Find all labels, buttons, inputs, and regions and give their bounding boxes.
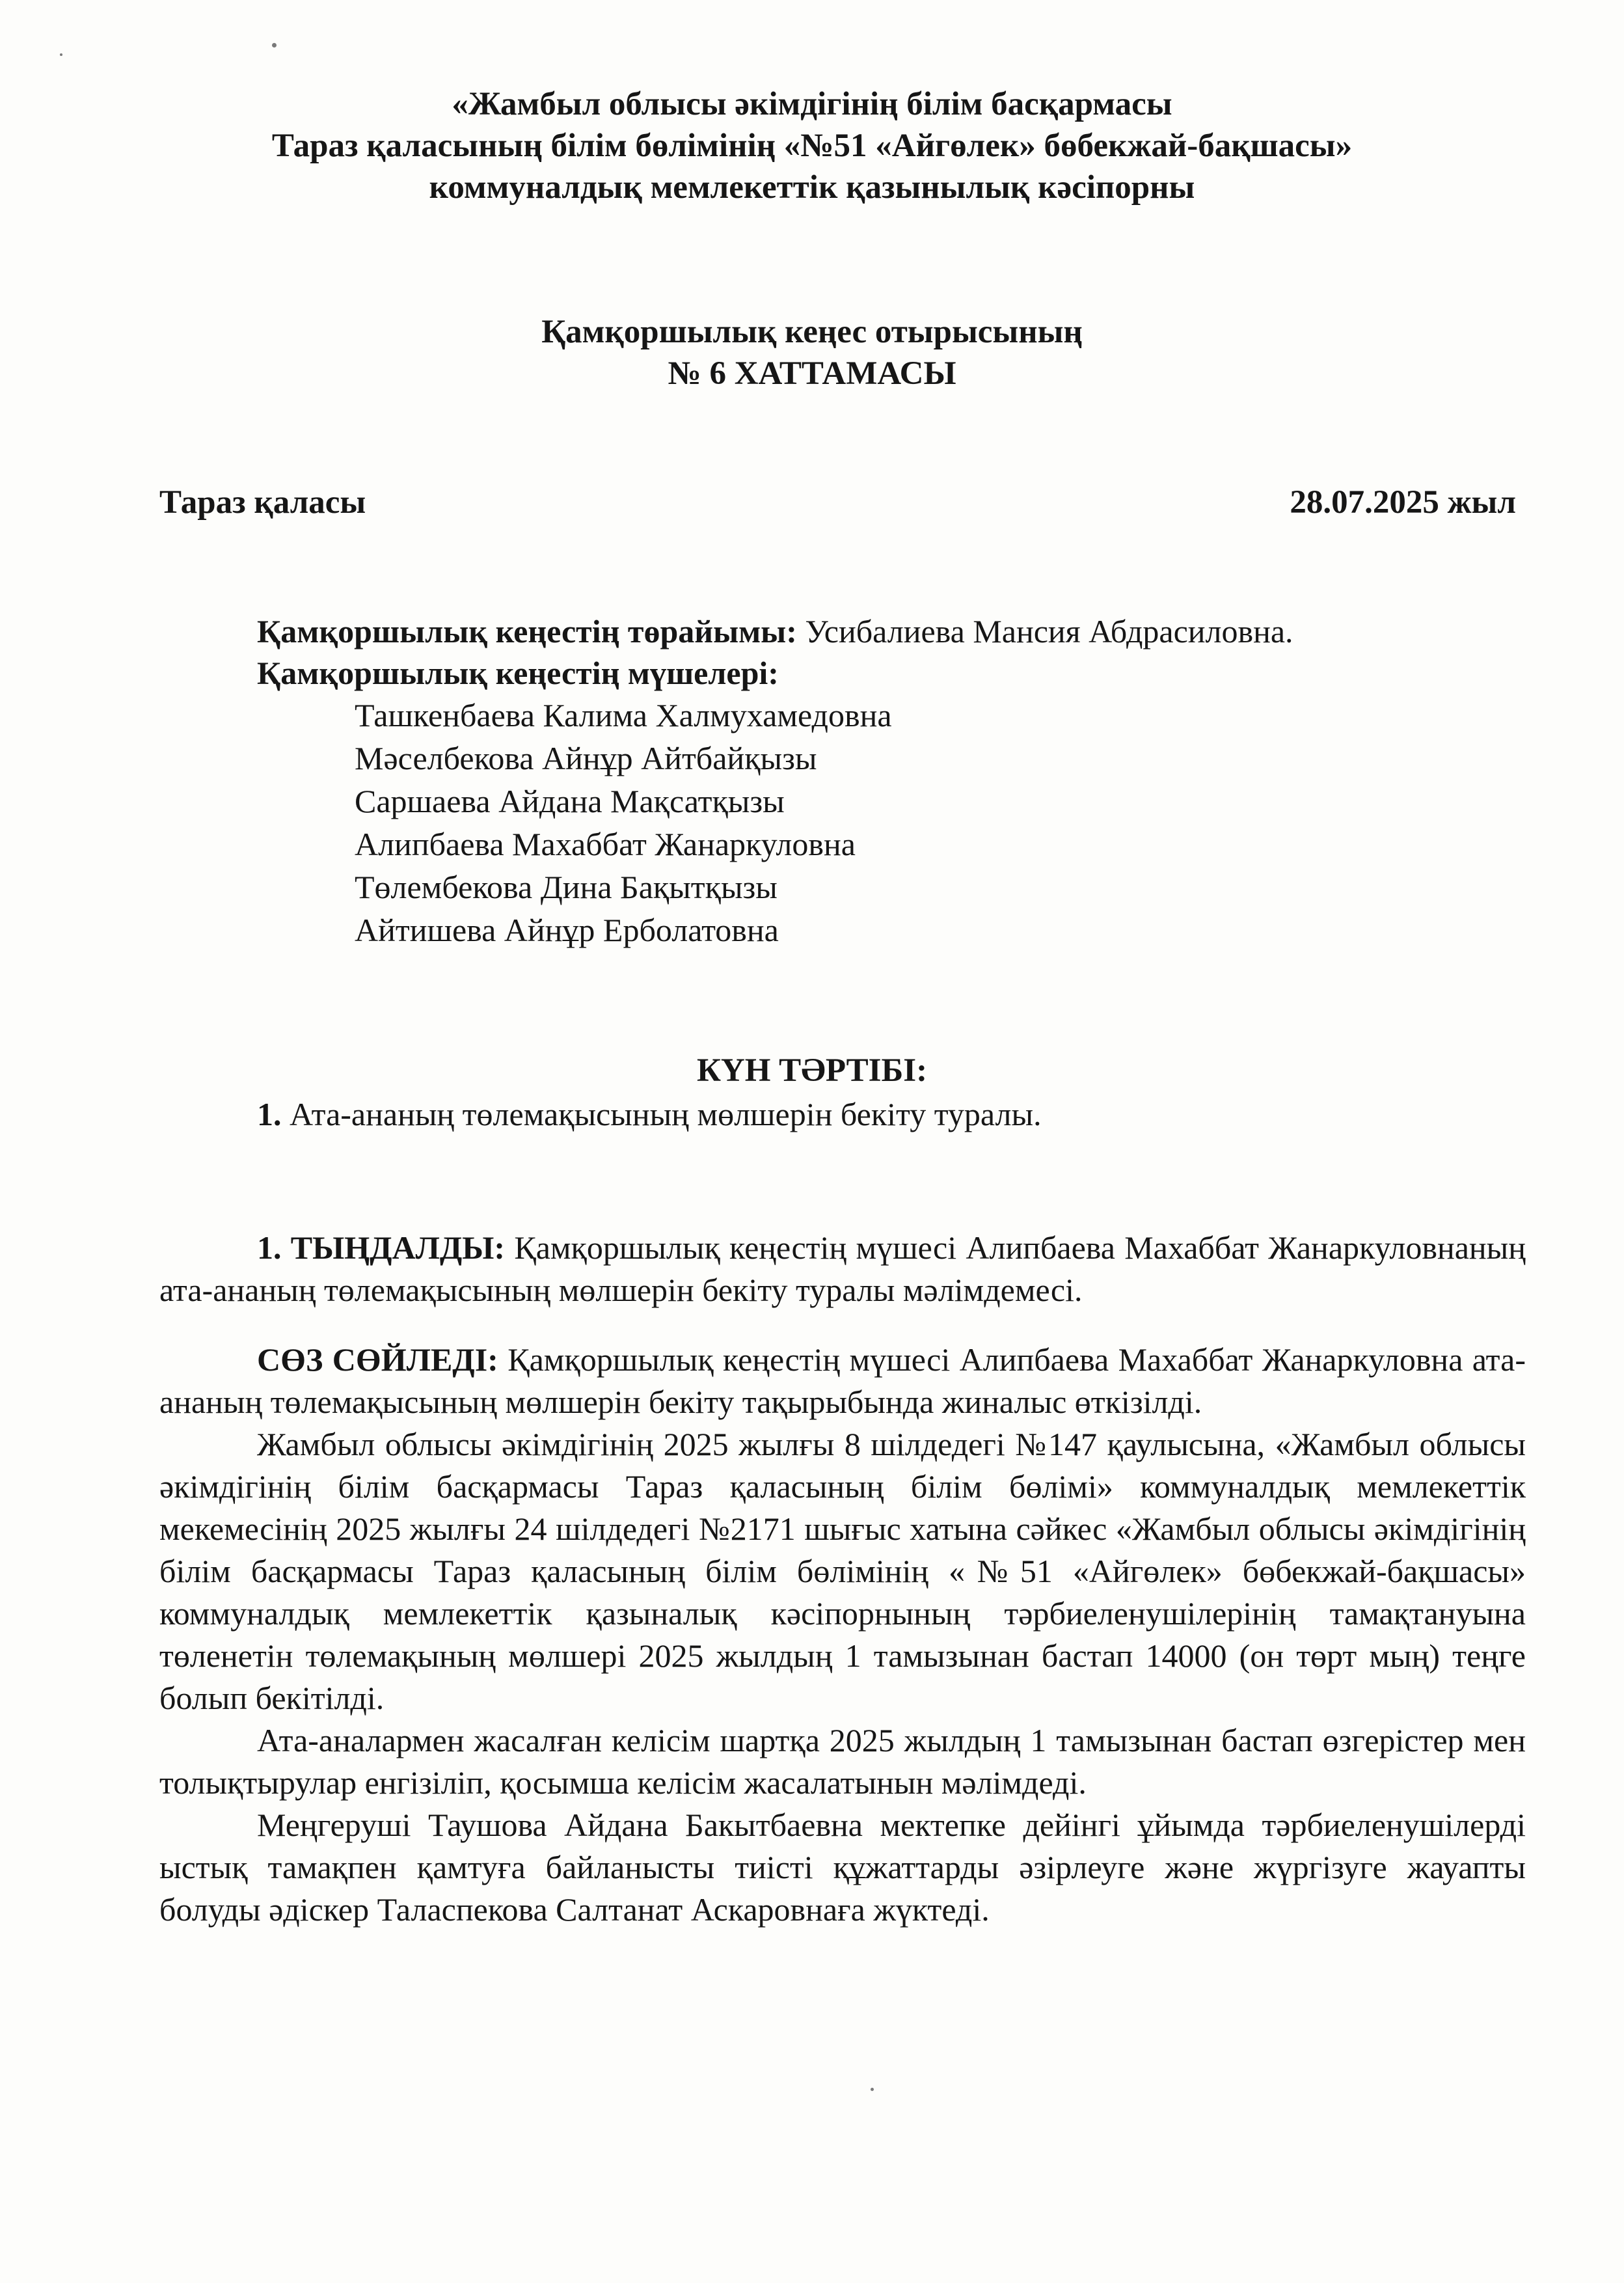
member-item: Төлембекова Дина Бақытқызы — [355, 869, 778, 905]
listened-text: Қамқоршылық кеңестің мүшесі Алипбаева Махаббат Жанаркуловнаның ата-ананың төлемақысының мөлшерін бекіту туралы мәлімдемесі. — [159, 1229, 1526, 1308]
organization-header — [0, 83, 1624, 208]
chair-label: Қамқоршылық кеңестің төрайымы: — [257, 613, 797, 649]
header-line-3: коммуналдық мемлекеттік қазынылық кәсіпорны — [429, 169, 1195, 206]
member-item: Ташкенбаева Калима Халмухамедовна — [355, 697, 892, 733]
members-list — [257, 694, 1293, 951]
chair-line — [257, 610, 1293, 652]
agenda-item — [257, 1093, 1042, 1135]
header-line-1: «Жамбыл облысы әкімдігінің білім басқармасы — [452, 86, 1172, 122]
place-date-row — [159, 482, 1516, 523]
member-item: Мәселбекова Айнұр Айтбайқызы — [355, 740, 817, 776]
spoke-label: СӨЗ СӨЙЛЕДІ: — [257, 1341, 498, 1378]
member-item: Алипбаева Махаббат Жанаркуловна — [355, 826, 856, 862]
council-composition — [257, 610, 1293, 951]
protocol-body — [159, 1227, 1526, 1931]
spoke-paragraph — [159, 1339, 1526, 1423]
header-line-2: Тараз қаласының білім бөлімінің «№51 «Айгөлек» бөбекжай-бақшасы» — [271, 128, 1353, 164]
members-label: Қамқоршылық кеңестің мүшелері: — [257, 655, 779, 691]
protocol-title-line-1: Қамқоршылық кеңес отырысының — [541, 314, 1083, 350]
assignment-paragraph: Меңгеруші Таушова Айдана Бакытбаевна мектепке дейінгі ұйымда тәрбиеленушілерді ыстық тамақпен қамтуға байланысты тиісті құжаттарды әзірлеуге және жүргізуге жауапты болуды әдіскер Таласпекова Салтанат Аскаровнаға жүктеді. — [159, 1807, 1526, 1928]
amendment-paragraph: Ата-аналармен жасалған келісім шартқа 2025 жылдың 1 тамызынан бастап өзгерістер мен толықтырулар енгізіліп, қосымша келісім жасалатынын мәлімдеді. — [159, 1722, 1526, 1801]
protocol-title-line-2: № 6 ХАТТАМАСЫ — [668, 355, 956, 392]
chair-name: Усибалиева Мансия Абдрасиловна. — [805, 613, 1293, 649]
scan-speck — [60, 53, 62, 56]
place: Тараз қаласы — [159, 484, 366, 521]
decision-paragraph: Жамбыл облысы әкімдігінің 2025 жылғы 8 шілдедегі №147 қаулысына, «Жамбыл облысы әкімдігінің білім басқармасы Тараз қаласының білім бөлімі» коммуналдық мемлекеттік мекемесінің 2025 жылғы 24 шілдедегі №2171 шығыс хатына сәйкес «Жамбыл облысы әкімдігінің білім басқармасы Тараз қаласының білім бөлімінің «№51 «Айгөлек» бөбекжай-бақшасы» коммуналдық мемлекеттік қазыналық кәсіпорнының тәрбиеленушілерінің тамақтануына төленетін төлемақының мөлшері 2025 жылдың 1 тамызынан бастап 14000 (он төрт мың) теңге болып бекітілді. — [159, 1426, 1526, 1716]
scan-speck — [272, 43, 277, 48]
agenda-item-number: 1. — [257, 1096, 282, 1132]
scan-speck — [871, 2088, 874, 2091]
protocol-title — [0, 311, 1624, 394]
member-item: Айтишева Айнұр Ерболатовна — [355, 912, 779, 948]
agenda-item-text: Ата-ананың төлемақысының мөлшерін бекіту туралы. — [290, 1096, 1042, 1132]
agenda-title: КҮН ТӘРТІБІ: — [696, 1052, 928, 1089]
date: 28.07.2025 жыл — [1290, 484, 1516, 521]
member-item: Саршаева Айдана Мақсатқызы — [355, 783, 785, 819]
listened-paragraph — [159, 1227, 1526, 1311]
listened-label: 1. ТЫҢДАЛДЫ: — [257, 1229, 506, 1266]
spoke-text: Қамқоршылық кеңестің мүшесі Алипбаева Махаббат Жанаркуловна ата-ананың төлемақысының мөлшерін бекіту тақырыбында жиналыс өткізілді. — [159, 1341, 1526, 1420]
